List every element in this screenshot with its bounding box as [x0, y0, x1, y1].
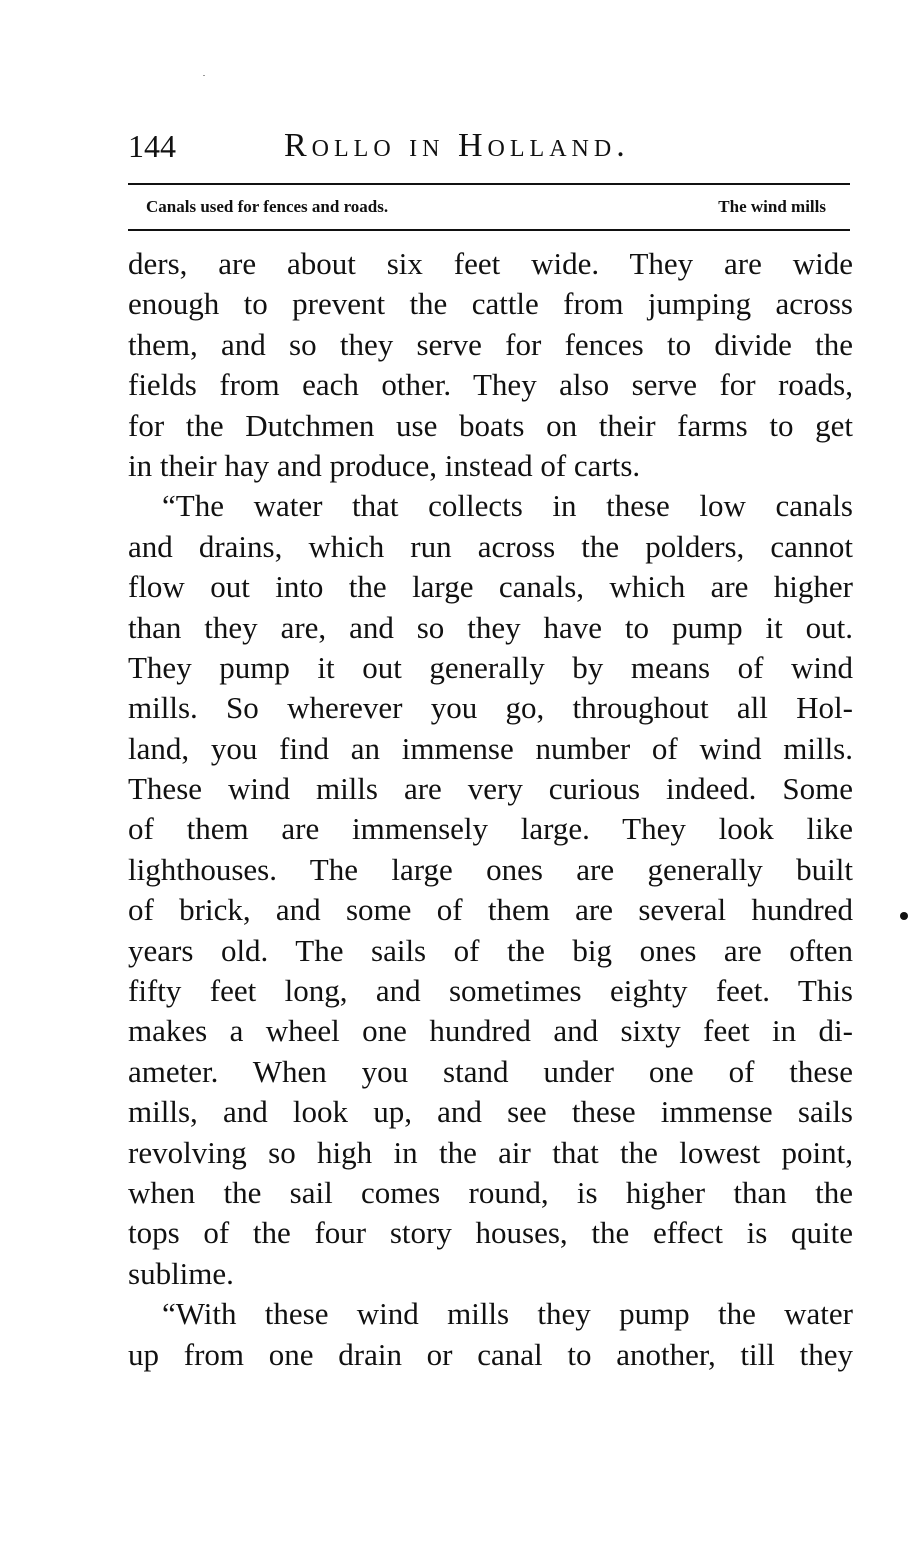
header-rule-top: [128, 183, 850, 185]
text-line: years old. The sails of the big ones are often: [128, 932, 853, 968]
text-line: tops of the four story houses, the effect is quite: [128, 1215, 853, 1251]
print-speck: [203, 75, 205, 76]
subhead-left: Canals used for fences and roads.: [146, 197, 389, 216]
text-line: than they are, and so they have to pump it out.: [128, 609, 853, 645]
text-line: and drains, which run across the polders, cannot: [128, 528, 853, 564]
text-line: fifty feet long, and sometimes eighty feet. This: [128, 973, 853, 1009]
text-line: mills. So wherever you go, throughout all Hol-: [128, 690, 853, 726]
margin-mark: [900, 912, 908, 920]
running-title: Rollo in Holland.: [284, 127, 630, 164]
text-line: in their hay and produce, instead of carts.: [128, 447, 641, 483]
text-line: when the sail comes round, is higher than the: [128, 1174, 853, 1210]
body-text: [128, 244, 853, 1375]
text-line: “The water that collects in these low canals: [162, 488, 853, 524]
text-line: of brick, and some of them are several hundred: [128, 892, 853, 928]
text-line: mills, and look up, and see these immense sails: [128, 1094, 853, 1130]
text-line: makes a wheel one hundred and sixty feet in di-: [128, 1013, 853, 1049]
text-line: flow out into the large canals, which are higher: [128, 569, 853, 605]
text-line: fields from each other. They also serve for roads,: [128, 367, 853, 403]
text-line: revolving so high in the air that the lowest point,: [128, 1134, 853, 1170]
subhead-right: The wind mills: [718, 197, 826, 216]
text-line: them, and so they serve for fences to divide the: [128, 326, 853, 362]
text-line: ameter. When you stand under one of these: [128, 1053, 853, 1089]
text-line: lighthouses. The large ones are generally built: [128, 851, 853, 887]
text-line: These wind mills are very curious indeed. Some: [128, 771, 853, 807]
text-line: land, you find an immense number of wind mills.: [128, 730, 853, 766]
text-line: “With these wind mills they pump the water: [162, 1296, 853, 1332]
text-line: They pump it out generally by means of wind: [128, 649, 853, 685]
page-number: 144: [128, 128, 176, 164]
text-line: enough to prevent the cattle from jumping across: [128, 286, 853, 322]
text-line: ders, are about six feet wide. They are wide: [128, 246, 853, 281]
text-line: of them are immensely large. They look like: [128, 811, 853, 847]
text-line: sublime.: [128, 1255, 234, 1291]
text-line: for the Dutchmen use boats on their farms to get: [128, 407, 853, 443]
header-rule-bottom: [128, 229, 850, 231]
text-line: up from one drain or canal to another, till they: [128, 1336, 853, 1372]
page-header: [128, 126, 850, 170]
section-subheads: [146, 194, 826, 220]
